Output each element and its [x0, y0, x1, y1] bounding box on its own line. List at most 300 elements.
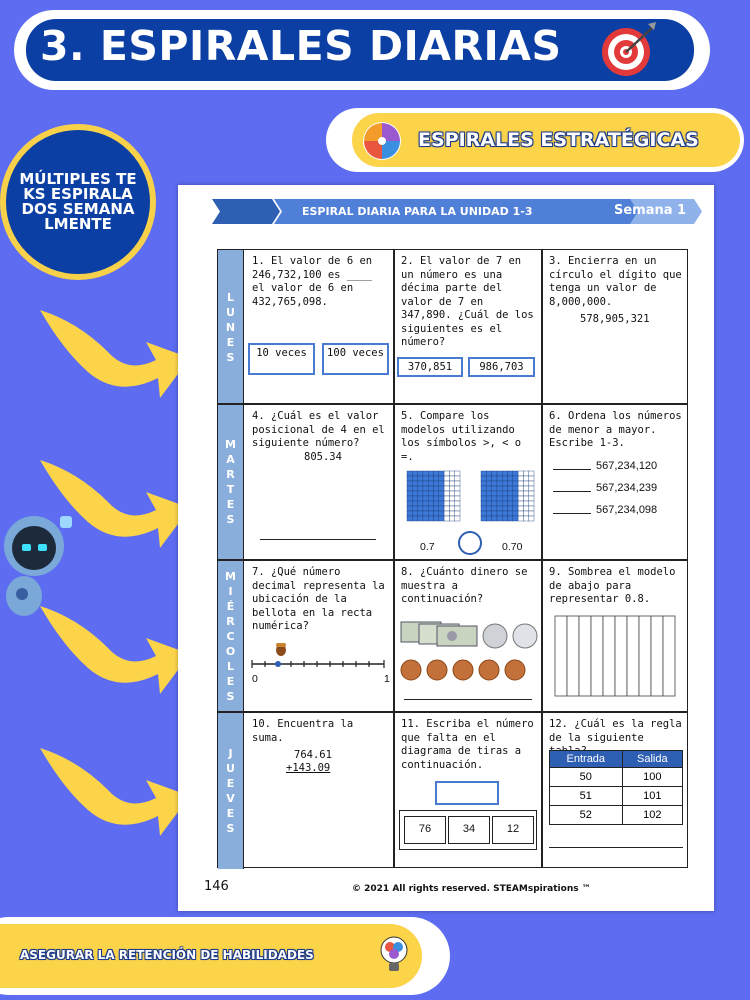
model-square	[407, 481, 412, 486]
model-square	[444, 501, 449, 506]
q9-strip[interactable]	[663, 616, 675, 696]
model-square	[508, 506, 513, 511]
model-square	[486, 496, 491, 501]
model-square	[508, 481, 513, 486]
day-letter: C	[226, 629, 235, 643]
model-square	[449, 501, 454, 506]
q5-left-value: 0.7	[420, 541, 435, 553]
model-square	[529, 476, 534, 481]
q11-strip-part: 76	[404, 816, 446, 844]
day-letter: S	[226, 513, 235, 526]
model-square	[449, 516, 454, 521]
model-square	[508, 471, 513, 476]
q9-decimal-model[interactable]	[554, 615, 676, 697]
model-square	[444, 506, 449, 511]
banner-title: ESPIRAL DIARIA PARA LA UNIDAD 1-3	[302, 205, 533, 218]
q9-strip[interactable]	[639, 616, 651, 696]
footer-label: ASEGURAR LA RETENCIÓN DE HABILIDADES	[20, 948, 314, 962]
model-square	[518, 476, 523, 481]
q9-strip[interactable]	[603, 616, 615, 696]
model-square	[497, 511, 502, 516]
q10-addend-b: +143.09	[286, 762, 331, 774]
model-square	[418, 501, 423, 506]
day-letter: L	[226, 659, 234, 673]
model-square	[423, 491, 428, 496]
model-square	[502, 481, 507, 486]
day-lunes	[218, 250, 244, 404]
model-square	[497, 486, 502, 491]
arrow-icon	[38, 302, 198, 412]
model-square	[502, 511, 507, 516]
model-square	[502, 476, 507, 481]
model-square	[449, 496, 454, 501]
model-square	[518, 496, 523, 501]
model-square	[455, 481, 460, 486]
model-square	[529, 481, 534, 486]
model-square	[418, 476, 423, 481]
model-square	[412, 501, 417, 506]
model-square	[428, 486, 433, 491]
model-square	[418, 506, 423, 511]
model-square	[529, 516, 534, 521]
model-square	[502, 506, 507, 511]
q12-header-input: Entrada	[550, 751, 623, 768]
model-square	[481, 501, 486, 506]
model-square	[428, 496, 433, 501]
model-square	[529, 511, 534, 516]
model-square	[513, 491, 518, 496]
model-square	[481, 496, 486, 501]
model-square	[407, 501, 412, 506]
q9-strip[interactable]	[555, 616, 567, 696]
model-square	[423, 481, 428, 486]
question-4: 4. ¿Cuál es el valor posicional de 4 en el siguiente número?	[252, 410, 385, 449]
model-square	[518, 516, 523, 521]
q11-strip-part: 34	[448, 816, 490, 844]
model-square	[518, 511, 523, 516]
question-11: 11. Escriba el número que falta en el diagrama de tiras a continuación.	[401, 718, 534, 771]
model-square	[508, 496, 513, 501]
table-cell: 52	[550, 806, 623, 825]
model-square	[412, 516, 417, 521]
model-square	[502, 486, 507, 491]
model-square	[423, 511, 428, 516]
q9-strip[interactable]	[591, 616, 603, 696]
model-square	[412, 511, 417, 516]
q3-number: 578,905,321	[580, 313, 650, 325]
model-square	[486, 481, 491, 486]
model-square	[513, 476, 518, 481]
day-letter: I	[228, 584, 233, 598]
model-square	[434, 506, 439, 511]
model-square	[481, 511, 486, 516]
model-square	[523, 516, 528, 521]
model-square	[486, 501, 491, 506]
model-square	[444, 491, 449, 496]
q12-answer-line	[549, 847, 683, 848]
model-square	[418, 496, 423, 501]
model-square	[418, 491, 423, 496]
model-square	[492, 476, 497, 481]
arrow-icon	[38, 740, 198, 850]
model-square	[449, 476, 454, 481]
question-9: 9. Sombrea el modelo de abajo para representar 0.8.	[549, 566, 676, 605]
strategy-label: ESPIRALES ESTRATÉGICAS	[418, 129, 699, 151]
spiral-grid	[217, 249, 688, 868]
table-cell: 101	[622, 787, 682, 806]
q5-compare-circle[interactable]	[458, 531, 482, 555]
model-square	[492, 506, 497, 511]
q6-number: 567,234,120	[596, 460, 658, 472]
model-square	[439, 476, 444, 481]
model-square	[428, 516, 433, 521]
model-square	[418, 516, 423, 521]
model-square	[492, 516, 497, 521]
q1-option-1[interactable]: 10 veces	[248, 343, 315, 375]
grid-line	[541, 250, 543, 867]
model-square	[529, 496, 534, 501]
model-square	[497, 471, 502, 476]
model-square	[412, 491, 417, 496]
model-square	[423, 496, 428, 501]
q8-answer-line	[404, 699, 532, 700]
model-square	[434, 511, 439, 516]
model-square	[412, 471, 417, 476]
model-square	[423, 516, 428, 521]
model-square	[407, 491, 412, 496]
q11-strip-part: 12	[492, 816, 534, 844]
day-letter: A	[226, 453, 235, 466]
badge-text: MÚLTIPLES TEKS ESPIRALADOS SEMANALMENTE	[19, 170, 137, 233]
model-square	[497, 491, 502, 496]
model-square	[513, 496, 518, 501]
q6-number: 567,234,098	[596, 504, 658, 516]
question-12: 12. ¿Cuál es la regla de la siguiente	[549, 718, 682, 744]
model-square	[439, 506, 444, 511]
model-square	[444, 516, 449, 521]
day-letter: É	[226, 599, 235, 613]
model-square	[513, 481, 518, 486]
day-jueves	[218, 712, 244, 869]
model-square	[439, 501, 444, 506]
model-square	[518, 501, 523, 506]
day-letter: R	[226, 468, 235, 481]
model-square	[508, 486, 513, 491]
question-2: 2. El valor de 7 en un número es una décima parte del valor de 7 en 347,890. ¿Cuál de los siguientes es el número?	[401, 255, 534, 348]
q12-table	[549, 750, 683, 825]
model-square	[502, 471, 507, 476]
model-square	[434, 471, 439, 476]
model-square	[481, 506, 486, 511]
model-square	[513, 501, 518, 506]
model-square	[508, 501, 513, 506]
model-square	[492, 491, 497, 496]
model-square	[439, 481, 444, 486]
model-square	[439, 496, 444, 501]
model-square	[518, 486, 523, 491]
model-square	[513, 516, 518, 521]
model-square	[444, 511, 449, 516]
model-square	[449, 486, 454, 491]
model-square	[523, 501, 528, 506]
q9-strip[interactable]	[627, 616, 639, 696]
model-square	[455, 491, 460, 496]
q1-option-2[interactable]: 100 veces	[322, 343, 389, 375]
model-square	[502, 496, 507, 501]
day-letter: L	[226, 290, 234, 304]
q9-strip[interactable]	[615, 616, 627, 696]
model-square	[434, 476, 439, 481]
model-square	[418, 511, 423, 516]
model-square	[449, 481, 454, 486]
model-square	[508, 491, 513, 496]
model-square	[455, 506, 460, 511]
robot-icon	[0, 508, 80, 618]
brain-lightbulb-icon	[378, 934, 410, 974]
model-square	[497, 496, 502, 501]
model-square	[444, 496, 449, 501]
model-square	[423, 501, 428, 506]
model-square	[529, 471, 534, 476]
model-square	[423, 471, 428, 476]
day-miercoles	[218, 560, 244, 712]
model-square	[497, 506, 502, 511]
model-square	[455, 476, 460, 481]
model-square	[486, 506, 491, 511]
model-square	[486, 471, 491, 476]
model-square	[523, 496, 528, 501]
model-square	[449, 491, 454, 496]
model-square	[497, 476, 502, 481]
day-letter: S	[226, 350, 235, 364]
model-square	[455, 511, 460, 516]
q6-answer-blank[interactable]	[553, 491, 591, 492]
day-letter: E	[226, 335, 235, 349]
model-square	[497, 501, 502, 506]
model-square	[529, 501, 534, 506]
question-5: 5. Compare los modelos utilizando los símbolos >, < o =.	[401, 410, 522, 463]
model-square	[523, 511, 528, 516]
copyright: © 2021 All rights reserved. STEAMspirations ™	[352, 884, 591, 894]
model-square	[523, 481, 528, 486]
q4-number: 805.34	[304, 451, 342, 463]
question-8: 8. ¿Cuánto dinero se muestra a continuación?	[401, 566, 528, 605]
question-10: 10. Encuentra la suma.	[252, 718, 354, 744]
q9-strip[interactable]	[651, 616, 663, 696]
page-title: 3. ESPIRALES DIARIAS	[40, 22, 562, 70]
model-square	[407, 511, 412, 516]
model-square	[523, 471, 528, 476]
day-letter: J	[228, 746, 233, 760]
model-square	[481, 491, 486, 496]
day-letter: U	[226, 761, 235, 775]
model-square	[444, 471, 449, 476]
model-square	[486, 486, 491, 491]
q7-start: 0	[252, 673, 258, 685]
q6-number: 567,234,239	[596, 482, 658, 494]
q9-strip[interactable]	[567, 616, 579, 696]
model-square	[492, 486, 497, 491]
model-square	[513, 486, 518, 491]
teks-badge	[0, 124, 156, 280]
model-square	[412, 506, 417, 511]
day-letter: N	[225, 320, 236, 334]
model-square	[428, 491, 433, 496]
model-square	[407, 496, 412, 501]
day-letter: E	[226, 674, 235, 688]
model-square	[486, 516, 491, 521]
table-cell: 50	[550, 768, 623, 787]
model-square	[502, 516, 507, 521]
model-square	[481, 481, 486, 486]
model-square	[428, 481, 433, 486]
model-square	[439, 471, 444, 476]
model-square	[412, 476, 417, 481]
model-square	[523, 476, 528, 481]
day-letter: S	[226, 821, 235, 835]
model-square	[518, 506, 523, 511]
day-letter: M	[225, 569, 236, 583]
q7-number-line	[250, 642, 388, 682]
q6-answer-blank[interactable]	[553, 469, 591, 470]
question-6: 6. Ordena los números de menor a mayor. Escribe 1-3.	[549, 410, 682, 449]
q6-answer-blank[interactable]	[553, 513, 591, 514]
model-square	[434, 516, 439, 521]
model-square	[513, 511, 518, 516]
q4-answer-line	[260, 539, 376, 540]
model-square	[434, 491, 439, 496]
model-square	[449, 471, 454, 476]
question-7: 7. ¿Qué número decimal representa la ubicación de la bellota en la recta numérica?	[252, 566, 385, 632]
model-square	[444, 481, 449, 486]
model-square	[497, 516, 502, 521]
model-square	[518, 481, 523, 486]
model-square	[434, 496, 439, 501]
puzzle-icon	[362, 121, 402, 161]
day-letter: R	[226, 614, 235, 628]
model-square	[481, 516, 486, 521]
model-square	[434, 481, 439, 486]
model-square	[529, 506, 534, 511]
model-square	[439, 516, 444, 521]
day-letter: S	[226, 689, 235, 703]
model-square	[439, 491, 444, 496]
model-square	[412, 481, 417, 486]
model-square	[412, 496, 417, 501]
model-square	[434, 501, 439, 506]
model-square	[428, 471, 433, 476]
model-square	[418, 481, 423, 486]
day-martes	[218, 404, 244, 560]
model-square	[444, 476, 449, 481]
model-square	[412, 486, 417, 491]
model-square	[497, 481, 502, 486]
model-square	[455, 496, 460, 501]
model-square	[455, 486, 460, 491]
model-square	[428, 506, 433, 511]
model-square	[518, 491, 523, 496]
model-square	[481, 471, 486, 476]
model-square	[449, 511, 454, 516]
model-square	[407, 506, 412, 511]
model-square	[418, 471, 423, 476]
day-letter: E	[226, 498, 235, 511]
model-square	[455, 501, 460, 506]
q8-money	[399, 620, 541, 686]
model-square	[439, 486, 444, 491]
model-square	[434, 486, 439, 491]
model-square	[513, 506, 518, 511]
model-square	[523, 506, 528, 511]
model-square	[407, 471, 412, 476]
model-square	[407, 476, 412, 481]
day-letter: O	[225, 644, 236, 658]
question-3: 3. Encierra en un círculo el dígito que tenga un valor de 8,000,000.	[549, 255, 682, 308]
model-square	[407, 516, 412, 521]
day-letter: V	[226, 791, 235, 805]
model-square	[428, 501, 433, 506]
model-square	[492, 496, 497, 501]
q5-model-left	[406, 470, 461, 522]
model-square	[529, 491, 534, 496]
q5-model-right	[480, 470, 535, 522]
model-square	[523, 491, 528, 496]
day-letter: U	[226, 305, 235, 319]
q11-missing-box[interactable]	[435, 781, 499, 805]
table-row	[550, 806, 683, 825]
q9-strip[interactable]	[579, 616, 591, 696]
model-square	[492, 501, 497, 506]
table-row	[550, 787, 683, 806]
table-cell: 100	[622, 768, 682, 787]
model-square	[486, 491, 491, 496]
model-square	[492, 511, 497, 516]
model-square	[428, 511, 433, 516]
q2-option-1[interactable]: 370,851	[397, 357, 463, 377]
model-square	[523, 486, 528, 491]
worksheet-page	[178, 185, 714, 911]
model-square	[513, 471, 518, 476]
question-1: 1. El valor de 6 en 246,732,100 es ____ el valor de 6 en 432,765,098.	[252, 255, 373, 308]
target-icon	[598, 20, 658, 80]
q5-right-value: 0.70	[502, 541, 523, 553]
model-square	[455, 516, 460, 521]
model-square	[492, 471, 497, 476]
model-square	[486, 476, 491, 481]
table-row	[550, 768, 683, 787]
model-square	[502, 501, 507, 506]
model-square	[518, 471, 523, 476]
model-square	[508, 511, 513, 516]
table-cell: 102	[622, 806, 682, 825]
model-square	[481, 486, 486, 491]
model-square	[492, 481, 497, 486]
q10-addend-a: 764.61	[294, 749, 332, 761]
model-square	[423, 486, 428, 491]
day-letter: M	[225, 438, 236, 451]
q2-option-2[interactable]: 986,703	[468, 357, 535, 377]
model-square	[508, 476, 513, 481]
page-number: 146	[204, 879, 229, 894]
model-square	[481, 476, 486, 481]
day-letter: E	[226, 806, 235, 820]
banner-week: Semana 1	[614, 203, 687, 218]
day-letter: T	[226, 483, 235, 496]
q7-end: 1	[384, 673, 390, 685]
model-square	[449, 506, 454, 511]
model-square	[439, 511, 444, 516]
model-square	[423, 506, 428, 511]
